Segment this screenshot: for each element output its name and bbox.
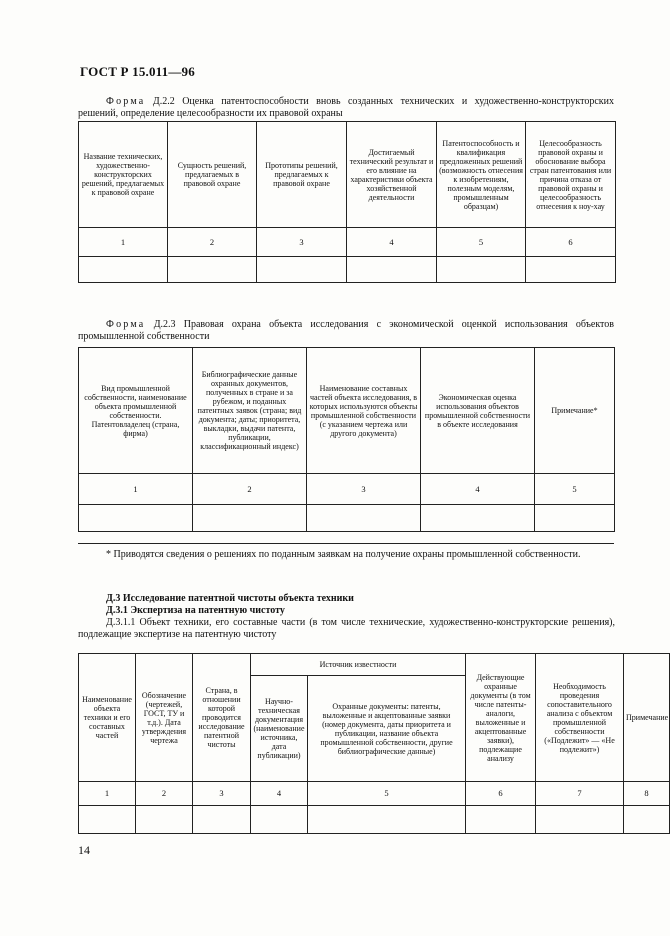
- table-d311-num-1: 1: [79, 782, 136, 806]
- table-continuation-line: [78, 282, 615, 283]
- paragraph-d311: Д.3.1.1 Объект техники, его составные части (в том числе технические, художественно-конструкторские решения), подлежащие экспертизе на патентную чистоту: [78, 617, 615, 640]
- form-23-col-3: Наименование составных частей объекта исследования, в которых используются объекты промышленной собственности (с указанием чертежа или другого документа): [307, 348, 421, 474]
- footnote: * Приводятся сведения о решениях по поданным заявкам на получение охраны промышленной собственности.: [106, 549, 581, 560]
- table-cell: [437, 257, 526, 283]
- table-cell: [257, 257, 347, 283]
- table-d311-col-1: Наименование объекта техники и его составных частей: [79, 654, 136, 782]
- form-23-col-4: Экономическая оценка использования объектов промышленной собственности в объекте исследования: [421, 348, 535, 474]
- table-d311-col-3: Страна, в отношении которой проводится исследование патентной чистоты: [193, 654, 251, 782]
- table-d311-num-2: 2: [136, 782, 193, 806]
- form-22-num-1: 1: [79, 228, 168, 257]
- page-number: 14: [78, 843, 90, 857]
- table-d311-num-4: 4: [251, 782, 308, 806]
- table-cell: [79, 257, 168, 283]
- form-22-col-5: Патентоспособность и квалификация предложенных решений (возможность отнесения к изобретениям, полезным моделям, промышленным образцам): [437, 122, 526, 228]
- table-d311-num-7: 7: [536, 782, 624, 806]
- table-d311: [78, 653, 670, 834]
- form-23-caption-word: Форма: [106, 319, 146, 330]
- table-empty-row: [79, 505, 615, 532]
- form-22-caption-text: Д.2.2 Оценка патентоспособности вновь созданных технических и художественно-конструкторских решений, определение целесообразности их правовой охраны: [78, 96, 614, 119]
- table-d311-num-8: 8: [624, 782, 670, 806]
- form-23-col-1: Вид промышленной собственности, наименование объекта промышленной собственности. Патентовладелец (страна, фирма): [79, 348, 193, 474]
- table-empty-row: [79, 806, 670, 834]
- table-header-row: [79, 348, 615, 474]
- table-number-row: [79, 782, 670, 806]
- form-22-col-1: Название технических, художественно-конструкторских решений, предлагаемых к правовой охране: [79, 122, 168, 228]
- form-23-num-2: 2: [193, 474, 307, 505]
- table-d311-num-3: 3: [193, 782, 251, 806]
- form-23-num-3: 3: [307, 474, 421, 505]
- section-heading-d3: Д.3 Исследование патентной чистоты объекта техники: [106, 593, 354, 604]
- table-cell: [136, 806, 193, 834]
- table-header-row: [79, 122, 616, 228]
- table-d311-group-header: Источник известности: [251, 654, 466, 676]
- table-cell: [536, 806, 624, 834]
- table-d311-col-7: Необходимость проведения сопоставительного анализа с объектом промышленной собственности («Подлежит» — «Не подлежит»): [536, 654, 624, 782]
- table-cell: [79, 806, 136, 834]
- form-22-caption: [78, 96, 614, 120]
- form-23-num-4: 4: [421, 474, 535, 505]
- form-22-col-3: Прототипы решений, предлагаемых к правовой охране: [257, 122, 347, 228]
- table-cell: [79, 505, 193, 532]
- table-cell: [421, 505, 535, 532]
- table-d311-col-6: Действующие охранные документы (в том числе патенты-аналоги, выложенные и акцептованные заявки), подлежащие анализу: [466, 654, 536, 782]
- table-cell: [624, 806, 670, 834]
- table-cell: [308, 806, 466, 834]
- form-23-col-5: Примечание*: [535, 348, 615, 474]
- table-cell: [251, 806, 308, 834]
- form-22-col-6: Целесообразность правовой охраны и обоснование выбора стран патентования или причина отказа от правовой охраны и целесообразность отнесения к ноу-хау: [526, 122, 616, 228]
- form-22-num-3: 3: [257, 228, 347, 257]
- section-heading-d31: Д.3.1 Экспертиза на патентную чистоту: [106, 605, 285, 616]
- form-23-col-2: Библиографические данные охранных документов, полученных в стране и за рубежом, и поданных патентных заявок (страна; вид документа; даты; приоритета, выкладки, выдачи патента, публикации, классификационный индекс): [193, 348, 307, 474]
- table-d311-col-4: Научно-техническая документация (наименование источника, дата публикации): [251, 676, 308, 782]
- table-cell: [466, 806, 536, 834]
- table-header-row: [79, 654, 670, 676]
- form-22-num-6: 6: [526, 228, 616, 257]
- table-cell: [535, 505, 615, 532]
- table-cell: [347, 257, 437, 283]
- form-23-caption-text: Д.2.3 Правовая охрана объекта исследования с экономической оценкой использования объектов промышленной собственности: [78, 319, 615, 342]
- form-23-num-5: 5: [535, 474, 615, 505]
- table-d311-num-5: 5: [308, 782, 466, 806]
- table-cell: [307, 505, 421, 532]
- table-continuation-line: [78, 543, 614, 544]
- table-d311-col-5: Охранные документы: патенты, выложенные и акцептованные заявки (номер документа, даты приоритета и публикации, название объекта промышленной собственности, другие библиографические данные): [308, 676, 466, 782]
- table-d311-col-2: Обозначение (чертежей, ГОСТ, ТУ и т.д.). Дата утверждения чертежа: [136, 654, 193, 782]
- form-22-num-2: 2: [168, 228, 257, 257]
- table-d311-col-8: Примечание: [624, 654, 670, 782]
- table-cell: [168, 257, 257, 283]
- table-cell: [526, 257, 616, 283]
- table-d311-num-6: 6: [466, 782, 536, 806]
- table-cell: [193, 806, 251, 834]
- document-header: ГОСТ Р 15.011—96: [80, 64, 195, 79]
- table-number-row: [79, 228, 616, 257]
- table-cell: [193, 505, 307, 532]
- form-23-caption: [78, 319, 614, 343]
- form-22-table: [78, 121, 616, 283]
- form-22-num-4: 4: [347, 228, 437, 257]
- form-23-table: [78, 347, 615, 532]
- form-22-col-2: Сущность решений, предлагаемых в правовой охране: [168, 122, 257, 228]
- form-22-num-5: 5: [437, 228, 526, 257]
- table-number-row: [79, 474, 615, 505]
- form-23-num-1: 1: [79, 474, 193, 505]
- table-empty-row: [79, 257, 616, 283]
- form-22-col-4: Достигаемый технический результат и его влияние на характеристики объекта хозяйственной деятельности: [347, 122, 437, 228]
- form-22-caption-word: Форма: [106, 96, 146, 107]
